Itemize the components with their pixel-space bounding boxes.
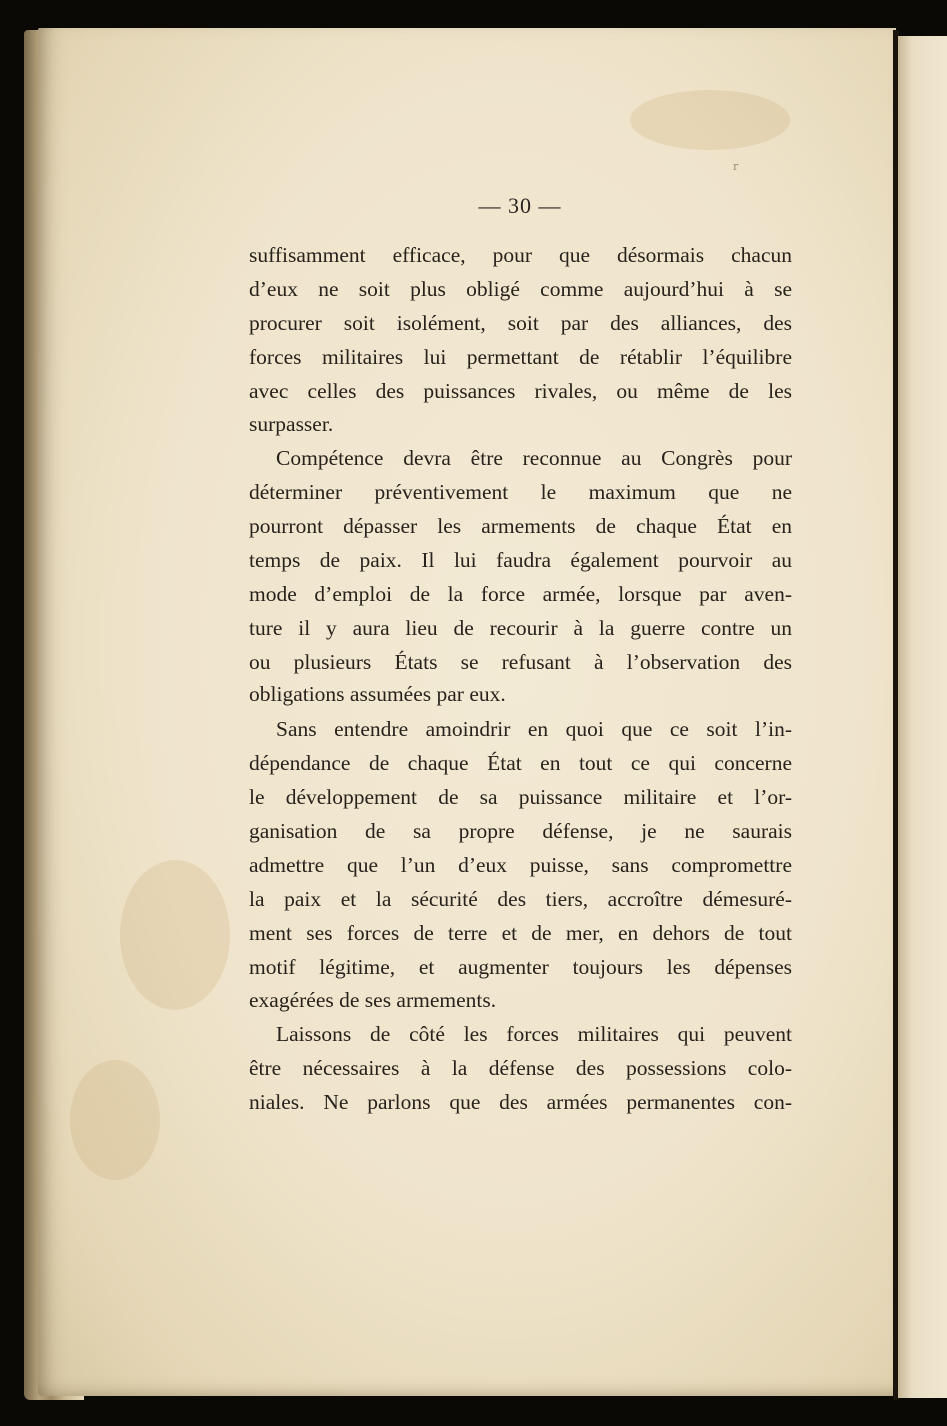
text-line: procurer soit isolément, soit par des alliances, des — [249, 311, 792, 335]
text-line: ou plusieurs États se refusant à l’observation des — [249, 650, 792, 674]
paper-stain — [120, 860, 230, 1010]
text-line: forces militaires lui permettant de rétablir l’équilibre — [249, 345, 792, 369]
text-line: Compétence devra être reconnue au Congrès pour — [276, 446, 792, 470]
text-line: d’eux ne soit plus obligé comme aujourd’hui à se — [249, 277, 792, 301]
facing-page-edge — [898, 36, 947, 1398]
paper-stain — [70, 1060, 160, 1180]
text-line: ment ses forces de terre et de mer, en dehors de tout — [249, 921, 792, 945]
text-line: temps de paix. Il lui faudra également pourvoir au — [249, 548, 792, 572]
paper-page — [38, 28, 896, 1396]
text-line: surpasser. — [249, 412, 334, 436]
text-line: la paix et la sécurité des tiers, accroître démesuré- — [249, 887, 792, 911]
paper-stain — [630, 90, 790, 150]
text-line: exagérées de ses armements. — [249, 988, 497, 1012]
text-line: niales. Ne parlons que des armées permanentes con- — [249, 1090, 792, 1114]
text-line: Sans entendre amoindrir en quoi que ce soit l’in- — [276, 717, 792, 741]
text-line: suffisamment efficace, pour que désormais chacun — [249, 243, 792, 267]
text-line: motif légitime, et augmenter toujours les dépenses — [249, 955, 792, 979]
text-line: mode d’emploi de la force armée, lorsque par aven- — [249, 582, 792, 606]
text-line: Laissons de côté les forces militaires qui peuvent — [276, 1022, 792, 1046]
corner-mark: r — [733, 160, 739, 173]
text-line: obligations assumées par eux. — [249, 682, 506, 706]
page-number: — 30 — — [478, 193, 562, 218]
text-line: avec celles des puissances rivales, ou même de les — [249, 379, 792, 403]
text-line: ganisation de sa propre défense, je ne saurais — [249, 819, 792, 843]
text-line: pourront dépasser les armements de chaque État en — [249, 514, 792, 538]
text-line: ture il y aura lieu de recourir à la guerre contre un — [249, 616, 792, 640]
text-line: être nécessaires à la défense des possessions colo- — [249, 1056, 792, 1080]
text-line: le développement de sa puissance militaire et l’or- — [249, 785, 792, 809]
text-line: admettre que l’un d’eux puisse, sans compromettre — [249, 853, 792, 877]
text-line: déterminer préventivement le maximum que ne — [249, 480, 792, 504]
text-line: dépendance de chaque État en tout ce qui concerne — [249, 751, 792, 775]
